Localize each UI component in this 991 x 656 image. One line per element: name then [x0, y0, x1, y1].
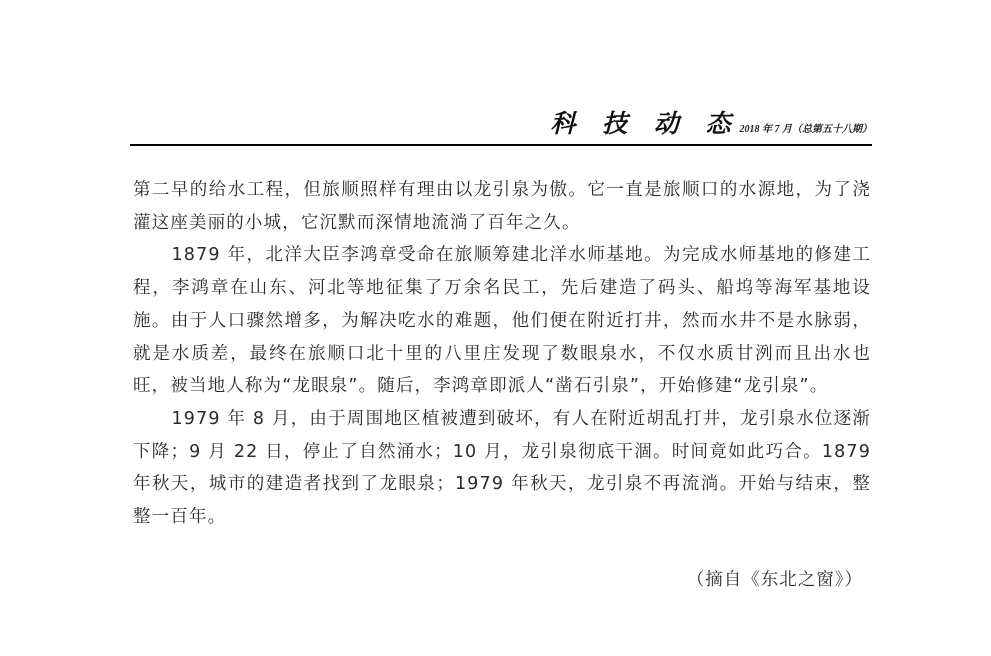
- page-header: [130, 104, 872, 142]
- source-citation: （摘自《东北之窗》）: [686, 570, 863, 590]
- section-title: 科 技 动 态: [550, 109, 740, 138]
- header-rule: [130, 144, 872, 146]
- paragraph-2: 1879 年，北洋大臣李鸿章受命在旅顺筹建北洋水师基地。为完成水师基地的修建工程，李鸿章在山东、河北等地征集了万余名民工，先后建造了码头、船坞等海军基地设施。由于人口骤然增多，为解决吃水的难题，他们便在附近打井，然而水井不是水脉弱，就是水质差，最终在旅顺口北十里的八里庄发现了数眼泉水，不仅水质甘洌而且出水也旺，被当地人称为“龙眼泉”。随后，李鸿章即派人“凿石引泉”，开始修建“龙引泉”。: [133, 245, 871, 397]
- article-body: [133, 174, 871, 534]
- issue-info: 2018 年 7 月（总第五十八期）: [739, 124, 872, 135]
- paragraph-3: 1979 年 8 月，由于周围地区植被遭到破坏，有人在附近胡乱打井，龙引泉水位逐渐下降；9 月 22 日，停止了自然涌水；10 月，龙引泉彻底干涸。时间竟如此巧合。1879 年秋天，城市的建造者找到了龙眼泉；1979 年秋天，龙引泉不再流淌。开始与结束，整整一百年。: [133, 408, 871, 528]
- paragraph-1: 第二早的给水工程，但旅顺照样有理由以龙引泉为傲。它一直是旅顺口的水源地，为了浇灌这座美丽的小城，它沉默而深情地流淌了百年之久。: [133, 180, 871, 233]
